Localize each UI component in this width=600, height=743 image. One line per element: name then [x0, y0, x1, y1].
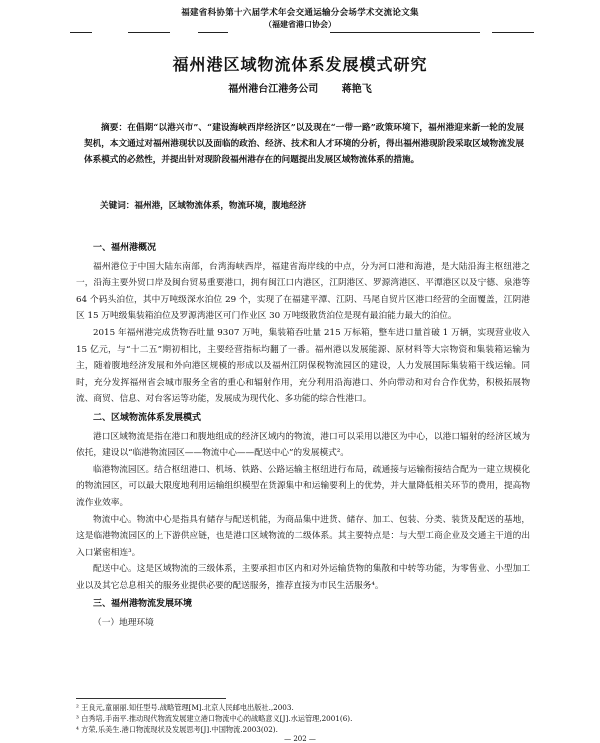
abstract-label: 摘要： — [101, 123, 128, 133]
section-heading: 二、区域物流体系发展模式 — [93, 412, 202, 423]
author-organization: 福州港台江港务公司 — [228, 84, 319, 95]
keywords-text: 福州港，区域物流体系，物流环境，腹地经济 — [134, 201, 307, 211]
keywords-label: 关键词： — [100, 201, 135, 211]
paragraph: 临港物流园区。结合枢纽港口、机场、铁路、公路运输主枢纽进行布局，疏通接与运输衔接结合配为一建立规模化的物流园区，可以最大限度地利用运输组织模型在货源集中和运输要利上的优势，并大量降低相关环节的费用，提高物流作业效率。 — [76, 464, 530, 508]
header-rule — [198, 32, 228, 33]
section-heading: 三、福州港物流发展环境 — [93, 599, 193, 610]
footnote: ⁴ 方荣,乐美生.港口物流现状及发展思考[J].中国物流.2003(02). — [76, 725, 278, 734]
header-rule — [492, 32, 534, 33]
footnote: ² 王良元,童丽丽.知任型号.战略管理[M].北京人民邮电出版社.,2003. — [76, 703, 294, 712]
keywords — [100, 199, 520, 211]
section-heading: 一、福州港概况 — [93, 243, 157, 253]
abstract — [84, 120, 524, 169]
paper-body — [76, 238, 530, 632]
header-rule — [330, 32, 480, 33]
header-rule — [128, 32, 170, 33]
paper-title: 福州港区域物流体系发展模式研究 — [172, 55, 428, 74]
footnote-rule — [76, 698, 226, 699]
running-header: 福建省科协第十六届学术年会交通运输分会场学术交流论文集 — [181, 8, 419, 18]
author-name: 蒋艳飞 — [341, 84, 372, 95]
running-subheader: （福建省港口协会） — [264, 19, 336, 29]
paragraph: 物流中心。物流中心是指具有储存与配送机能，为商品集中进货、储存、加工、包装、分类、装货及配送的基地，这是临港物流园区的上下游供应链，也是港口区域物流的二级体系。其主要特点是：与大型工商企业及交通主干道的出入口紧密相连³。 — [76, 514, 530, 558]
footnote: ³ 白秀培,手南平.推动现代物流发展建立港口物流中心的战略意义[J].水运管理,2001(6). — [76, 714, 353, 723]
author-line — [0, 80, 600, 95]
header-rule — [70, 32, 92, 33]
page-number: — 202 — — [284, 735, 316, 743]
paragraph: 福州港位于中国大陆东南部，台湾海峡西岸，福建省海岸线的中点，分为河口港和海港，是大陆沿海主枢纽港之一，沿海主要外贸口岸及闽台贸易重要港口，拥有闽江口内港区，江阴港区、罗源湾港区、平潭港区以及宁德、泉港等 64 个码头泊位，其中万吨级深水泊位 29 个，实现了在福建平潭、江阴、马尾自贸片区港口经营的全面覆盖，江阴港区 15 万吨级集装箱泊位及罗源湾港区可门作业区 30 万吨级散货泊位是现有最泊能力最大的泊位。 — [76, 261, 530, 322]
subsection-heading: （一）地理环境 — [93, 618, 154, 629]
paragraph: 配送中心。这是区域物流的三级体系，主要承担市区内和对外运输货物的集散和中转等功能，为零售业、小型加工业以及其它总息相关的服务业提供必要的配送服务，推荐直接为市民生活服务⁴。 — [76, 564, 530, 591]
paragraph: 港口区域物流是指在港口和腹地组成的经济区域内的物流，港口可以采用以港区为中心，以港口辐射的经济区域为依托，建设以“临港物流园区——物流中心——配送中心”的发展模式²。 — [76, 431, 530, 459]
paragraph: 2015 年福州港完成货物吞吐量 9307 万吨，集装箱吞吐量 215 万标箱，整车进口量首破 1 万辆，实现营业收入 15 亿元，与“十二五”期初相比，主要经营指标均翻了一番。福州港以发展能源、原材料等大宗物资和集装箱运输为主，随着腹地经济发展和外向港区规模的形成以及福州江阴保税物流园区的建设，人力发展国际集装箱干线运输。同时，充分发挥福州省会城市服务全省的重心和辐射作用，充分利用沿海港口、外向带动和对台合作优势，积极拓展物流、商贸、信息、对台客运等功能，发展成为现代化、多功能的综合性港口。 — [76, 327, 530, 405]
abstract-text: 在倡期“以港兴市”、“建设海峡西岸经济区”以及现在“一带一路”政策环境下，福州港迎来新一轮的发展契机，本文通过对福州港现状以及面临的政治、经济、技术和人才环境的分析，得出福州港现阶段采取区域物流发展体系模式的必然性，并提出针对现阶段福州港存在的问题提出发展区域物流体系的措施。 — [84, 123, 524, 166]
footnotes — [76, 702, 530, 735]
